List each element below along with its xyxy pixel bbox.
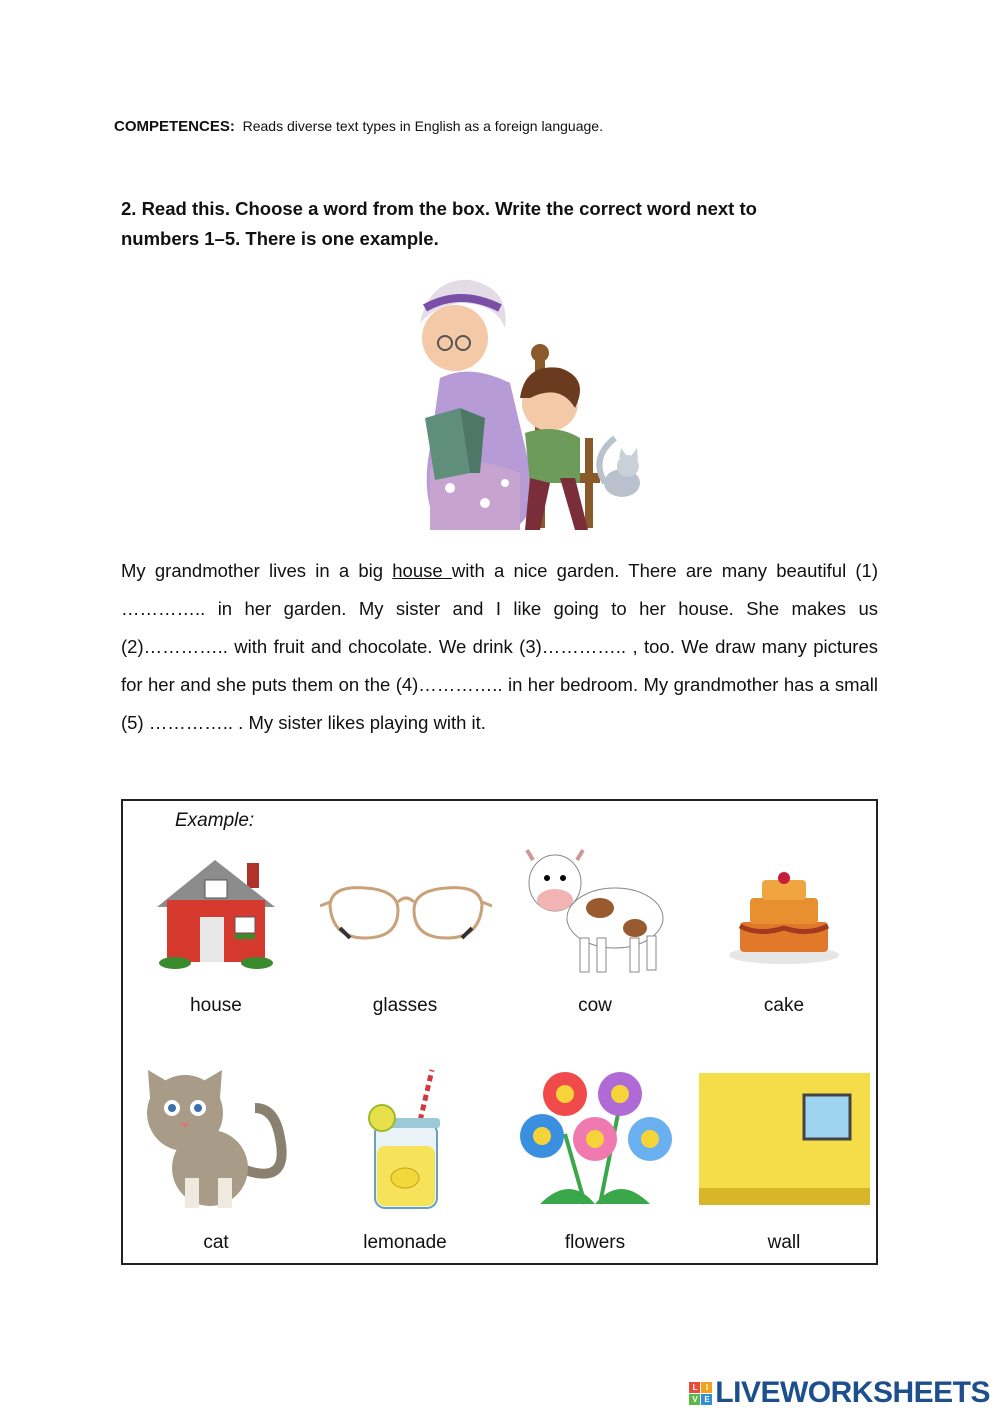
lemonade-picture <box>360 1068 450 1213</box>
cow-picture <box>525 848 667 976</box>
example-label: Example: <box>175 810 255 831</box>
liveworksheets-logo-icon: L I V E <box>689 1382 712 1405</box>
word-glasses: glasses <box>372 995 438 1016</box>
word-lemonade: lemonade <box>363 1232 447 1253</box>
flowers-picture <box>510 1064 680 1214</box>
grandmother-reading-illustration <box>400 268 660 543</box>
word-cat: cat <box>203 1232 229 1253</box>
example-answer: house <box>392 560 452 581</box>
competences-text: Reads diverse text types in English as a foreign language. <box>242 118 603 134</box>
cake-picture <box>728 870 840 965</box>
word-house: house <box>190 995 242 1016</box>
word-cow: cow <box>578 995 612 1016</box>
wall-picture <box>699 1073 870 1205</box>
house-picture <box>155 855 277 970</box>
glasses-picture <box>320 880 492 945</box>
story-text-rest: with a nice garden. There are many beautiful (1) ………….. in her garden. My sister and I like going to her house. She makes us (2)………….. with fruit and chocolate. We drink (3)………….. , too. We draw many pictures for her and she puts them on the (4)………….. in her bedroom. My grandmother has a small (5) ………….. . My sister likes playing with it. <box>121 560 879 733</box>
competences-line <box>114 118 603 135</box>
word-flowers: flowers <box>564 1232 626 1253</box>
word-wall: wall <box>767 1232 801 1253</box>
instruction-line-2: numbers 1–5. There is one example. <box>121 228 439 249</box>
liveworksheets-wordmark: LIVEWORKSHEETS <box>715 1376 990 1409</box>
exercise-instruction <box>121 194 861 254</box>
word-cake: cake <box>763 995 805 1016</box>
liveworksheets-logo <box>689 1376 990 1410</box>
story-text-start: My grandmother lives in a big <box>121 560 393 581</box>
story-paragraph <box>121 552 878 742</box>
instruction-line-1: 2. Read this. Choose a word from the box. Write the correct word next to <box>121 198 757 219</box>
competences-label: COMPETENCES: <box>114 118 235 135</box>
cat-picture <box>140 1068 292 1210</box>
